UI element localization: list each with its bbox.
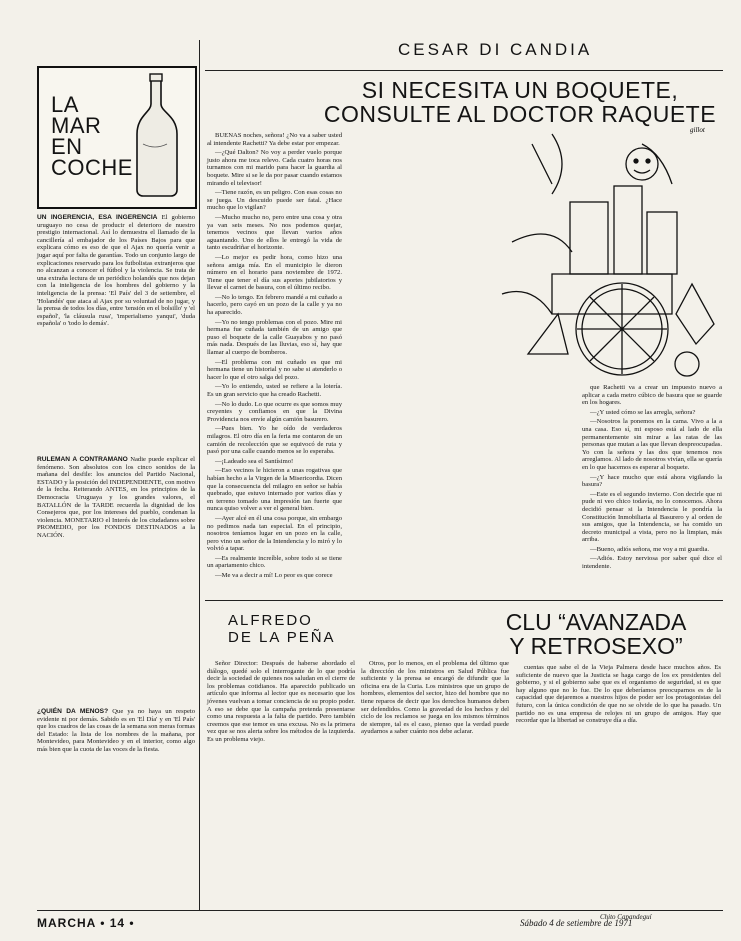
footer-date: Sábado 4 de setiembre de 1971 (520, 918, 633, 928)
section-heading: UN INGERENCIA, ESA INGERENCIA (37, 214, 158, 221)
box-title-line: COCHE (51, 155, 133, 180)
cdc-body-right (582, 384, 722, 571)
pena-body-left (207, 660, 355, 910)
cdc-body-left-2 (348, 132, 488, 597)
illustration-signature: gillot (690, 126, 705, 134)
title-line-2: CONSULTE AL DOCTOR RAQUETE (323, 101, 717, 127)
paragraph: —Lo mejor es pedir hora, como hizo una señora amiga mía. En el municipio le dieron número en el horario para noviembre de 1972. Tiene que tener el día sus aportes jubilatorios y llevar el carnet de basura, con el último recibo. (207, 253, 342, 292)
title-line-1: CLU “AVANZADA (505, 609, 687, 635)
byline-line: ALFREDO (228, 612, 313, 629)
paragraph: —Mucho mucho no, pero entre una cosa y otra ya van seis meses. No nos podemos quejar, tenemos vecinos que llevan varios años aguantando. Uno de ellos le entregó la vida de tanto escudriñar el horizonte. (207, 213, 342, 252)
column-divider (199, 40, 200, 910)
pena-signature: Chito Capandeguí (600, 913, 652, 921)
paragraph: —¡Ladeado sea el Santísimo! (215, 457, 294, 465)
footer-masthead: MARCHA • 14 • (37, 916, 135, 930)
paragraph: —El problema con mi cuñado es que mi hermana tiene un historial y no sabe si atenderlo o hacer lo que el otro salga del pozo. (207, 358, 342, 381)
pena-body-right (516, 664, 721, 899)
paragraph: —Nosotros la ponemos en la cama. Vivo a la a una casa. Eso sí, mi esposo está al lado de ella permanentemente sin mirar a las ratas de las personas que mutan a las que llevan despreocupadas. Yo con la señora y las dos que tenemos nos arreglamos. Al lado de nosotros vivían, ella se quería en lo que hacemos es esperar al boquete. (582, 418, 722, 471)
byline-cesar-di-candia: CESAR DI CANDIA (398, 40, 593, 59)
paragraph: —No lo dudo. Lo que ocurre es que somos muy creyentes y confiamos en que la Divina Providencia nos envíe algún camión basurero. (207, 400, 342, 423)
paragraph: Otros, por lo menos, en el problema del último que la dirección de los ministros en Salud Pública fue suficiente y la prensa se encargó de difundir que la oficina era de la Curia. Los ministros que un grupo de hombres, elementos del sector, hizo del hombre que no tiene reparos de decir que los derechos humanos deben ser defendidos. Como la gravedad de los hechos y del ciclo de los reclamos se juega en los mismos términos de siempre, tal es el caso, pienso que la verdad puede ayudarnos a saber cuánto nos debe aclarar. (361, 660, 509, 736)
paragraph: —Este es el segundo invierno. Con decirle que ni pude ni veo chico todavía, no lo conocemos. Ahora decidió pensar si la Intendencia le pondría la Constitución Inmobiliaria al Basurero y al orden de sus amigos, que la Intendencia, se ha comido un decreto municipal a vista, pero no la limpian, más arriba. (582, 490, 722, 544)
paragraph: —Adiós. Estoy nerviosa por saber qué dice el intendente. (582, 555, 722, 571)
box-title-line: EN (51, 134, 83, 159)
paragraph: cuentas que sabe el de la Vieja Palmera desde hace muchos años. Es suficiente de nuevo que la Justicia se haga cargo de los ex presidentes del gobierno, y si el gobierno sabe que es el organismo de seguridad, si es que hay alguno que no lo fue. De lo que deberíamos preocuparnos es de la capacidad que dejaremos a nuestros hijos de poder ser los protagonistas del futuro, con la única condición de que no se olvide de lo que ha pasado. Un partido no es una empresa de relojes ni un grupo de amigos. Hay que recordar que la libertad se construye día a día. (516, 664, 721, 725)
article-divider (205, 600, 723, 601)
section-body: Que ya no haya un respeto evidente ni por demás. Sabido es en 'El Día' y en 'El País' que los cuadros de las cosas de la semana son meras formas del Estado: la lista de los nombres de la mañana, por Montevideo, para Montevideo y en el interior, como algo más bien que la cuota de las voces de la fiesta. (37, 708, 195, 753)
paragraph: Señor Director: Después de haberse abordado el diálogo, quedé solo el interrogante de lo que podría decir la sociedad de quienes nos saludan en el cierre de los problemas cotidianos. Ha aparecido publicado un artículo que informa al lector que es necesario que los jóvenes vuelvan a tomar conciencia de su propio poder. A eso se debe que la campaña pretenda presentarse como una respuesta a la falta de partido. Pero también creemos que ese temor es una excusa. No es la primera vez que se nos alerta sobre los métodos de la izquierda. Es un problema viejo. (207, 660, 355, 743)
article-title (320, 78, 720, 126)
paragraph: que Rachetti va a crear un impuesto nuevo a aplicar a cada metro cúbico de basura que se guarde en los hogares. (582, 384, 722, 407)
pena-body-mid (361, 660, 509, 910)
title-line-1: SI NECESITA UN BOQUETE, (361, 77, 679, 103)
paragraph: —¿Y hace mucho que está ahora vigilando la basura? (582, 473, 722, 489)
paragraph: —Yo lo entiendo, usted se refiere a la lotería. Es un gran servicio que ha creado Rachetti. (207, 383, 342, 398)
section-ruleman (37, 456, 195, 702)
paragraph: —No lo tengo. En febrero mandé a mi cuñado a hacerlo, pero cayó en un pozo de la calle y ya no ha aparecido. (207, 293, 342, 317)
box-title-line: LA (51, 92, 79, 117)
left-column-text (37, 214, 195, 904)
paragraph: —Es realmente increíble, sobre todo si se tiene un apartamento chico. (207, 554, 342, 570)
paragraph: —Yo no tengo problemas con el pozo. Mire mi hermana fue cuñada también de un amigo que puso el boquete de la calle Guayabos y no pasó más nada. Después de las lluvias, eso sí, hay que llamar al cuerpo de bomberos. (207, 318, 342, 357)
paragraph: —Eso vecinos le hicieron a unas rogativas que habían hecho a la Virgen de la Misericordia. Dicen que la consecuencia del milagro en señor se había quebrado, que estuvo internado por varios días y en terreno tomado una impresión tan fuerte que nunca quiso volver a ver el general bien. (207, 467, 342, 513)
paragraph: —Tiene razón, es un peligro. Con esas cosas no se juega. Un descuido puede ser fatal. ¿Hace mucho que lo vigilan? (207, 189, 342, 212)
paragraph: —Me va a decir a mí! Lo peor es que corece (215, 572, 333, 580)
paragraph: —Pues bien. Yo he oído de verdaderos milagros. El otro día en la feria me contaron de un camión de recolección que se equivocó de ruta y pasó por una calle cuando menos se lo esperaba. (207, 425, 342, 456)
paragraph: —¿Qué Dalton? No voy a perder vuelo porque justo ahora me toca relevo. Cada cuatro horas nos turnamos con mi marido para hacer la guardia al boquete. Mire si se le da por pasar cuando estamos mirando el televisor! (207, 149, 342, 187)
section-body: Nadie puede explicar el fenómeno. Son absolutos con los cinco sonidos de la mañana del desfile: los anuncios del Partido Nacional, ESTADO y la posición del INDEPENDIENTE, con motivo de la fecha. Reiterando ANTES, en los principios de la Democracia Uruguaya y los grandes valores, el BATALLÓN de la TARDE recuerda la dignidad de los Consejeros que, por los intereses del pueblo, condenan la violencia. MONETARIO el Interés de los ciudadanos sobre PROMEDIO, por los FONDOS DESTINADOS a la NACIÓN. (37, 456, 195, 539)
byline-line: DE LA PEÑA (228, 629, 336, 646)
section-heading: RULEMAN A CONTRAMANO (37, 456, 128, 463)
paragraph: —Ayer alcé en él una cosa porque, sin embargo no pedimos nada tan especial. En el principio, nosotros teníamos lugar en un pozo en la calle, pero vino un señor de la Intendencia y lo miró y lo volvió a tapar. (207, 514, 342, 553)
section-quien-da-menos (37, 708, 195, 888)
byline-alfredo-de-la-pena (228, 612, 336, 646)
footer-rule (37, 910, 723, 911)
section-heading: ¿QUIÉN DA MENOS? (37, 708, 109, 715)
article-title-clu (470, 610, 722, 658)
cdc-body-left (207, 132, 342, 597)
bottle-illustration (125, 74, 185, 200)
box-title (51, 94, 133, 178)
wheelchair-illustration (492, 124, 722, 389)
title-rule (205, 70, 723, 71)
section-ingerencia (37, 214, 195, 450)
paragraph: —¿Y usted cómo se las arregla, señora? (590, 408, 696, 416)
title-line-2: Y RETROSEXO” (509, 633, 683, 659)
paragraph: —Bueno, adiós señora, me voy a mi guardia. (590, 545, 710, 553)
la-mar-en-coche-box (37, 66, 197, 209)
section-body: El gobierno uruguayo no cesa de producir el deterioro de nuestro prestigio internacional. Así lo demuestra el llamado de la cancillería al embajador de los Países Bajos para que explicara cómo es eso de que el Ajax no quería venir a jugar aquí por falta de garantías. Todo un conjunto largo de explicaciones reservado para los futbolistas extranjeros que no alcanzan a conocer el fútbol y la violencia. Se trata de una extraña lectura de un periódico holandés que nos dejan con la inteligencia de los hombres del gobierno y la inteligencia de la prensa: 'El País' del 3 de setiembre, el 'Holandés' que ataca al Ajax por su voluntad de no jugar, y la prensa de todos los días, entre 'tensión en el bolsillo' y 'el español', 'la cláusula rusa', 'imperialismo yanqui', 'duda española' o 'todo lo demás'. (37, 214, 195, 328)
paragraph: BUENAS noches, señora! ¿No va a saber usted al intendente Rachetti? Ya debe estar por empezar. (207, 132, 342, 147)
box-title-line: MAR (51, 113, 102, 138)
